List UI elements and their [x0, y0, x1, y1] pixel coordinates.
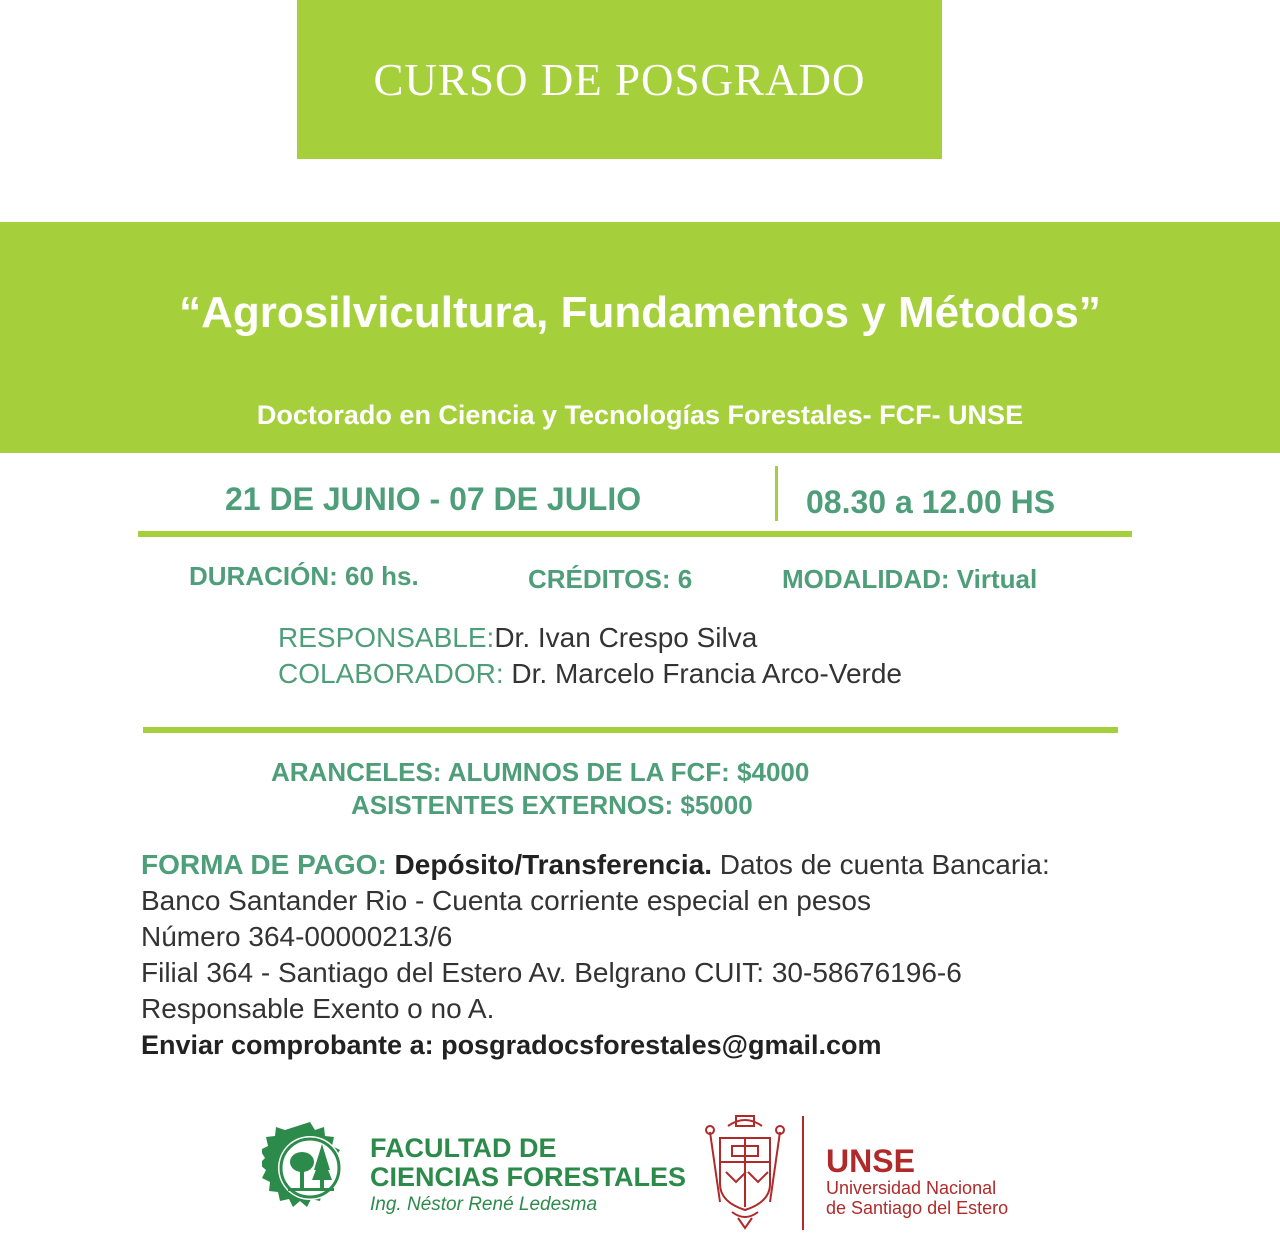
- responsible-label: RESPONSABLE:: [278, 622, 495, 653]
- unse-divider: [802, 1116, 804, 1230]
- course-title: “Agrosilvicultura, Fundamentos y Métodos”: [179, 288, 1101, 337]
- modality-info: MODALIDAD: Virtual: [782, 564, 1038, 594]
- send-receipt: Enviar comprobante a: posgradocsforestales@gmail.com: [141, 1030, 882, 1060]
- account-number: Número 364-00000213/6: [141, 921, 453, 952]
- payment-method: Depósito/Transferencia.: [386, 849, 712, 880]
- fcf-subtitle: Ing. Néstor René Ledesma: [370, 1194, 598, 1215]
- unse-abbreviation: UNSE: [826, 1143, 915, 1179]
- duration-info: DURACIÓN: 60 hs.: [189, 561, 419, 591]
- payment-info: [141, 847, 1050, 1063]
- banner-text: CURSO DE POSGRADO: [373, 54, 866, 105]
- course-dates: 21 DE JUNIO - 07 DE JULIO: [225, 481, 642, 517]
- program-name: Doctorado en Ciencia y Tecnologías Forestales- FCF- UNSE: [256, 400, 1024, 430]
- tax-status: Responsable Exento o no A.: [141, 993, 495, 1024]
- collaborator-label: COLABORADOR:: [278, 658, 504, 689]
- payment-intro: Datos de cuenta Bancaria:: [711, 849, 1050, 880]
- collaborator-name: Dr. Marcelo Francia Arco-Verde: [503, 658, 902, 689]
- fees-external: ASISTENTES EXTERNOS: $5000: [351, 790, 753, 820]
- responsible-name: Dr. Ivan Crespo Silva: [494, 622, 758, 653]
- vertical-divider: [775, 466, 778, 521]
- unse-crest-icon: [702, 1112, 788, 1232]
- fcf-name-line2: CIENCIAS FORESTALES: [370, 1162, 687, 1192]
- divider-line: [138, 531, 1132, 537]
- responsible-row: [278, 622, 757, 654]
- payment-method-row: [141, 847, 1050, 883]
- course-hours: 08.30 a 12.00 HS: [806, 484, 1056, 520]
- fcf-name-block: [370, 1134, 686, 1216]
- collaborator-row: [278, 658, 902, 690]
- divider-line: [143, 727, 1118, 733]
- unse-name-line1: Universidad Nacional: [826, 1178, 997, 1198]
- fees-students: ARANCELES: ALUMNOS DE LA FCF: $4000: [271, 757, 810, 787]
- unse-name-block: [826, 1144, 1008, 1218]
- payment-label: FORMA DE PAGO:: [141, 849, 387, 880]
- branch-info: Filial 364 - Santiago del Estero Av. Belgrano CUIT: 30-58676196-6: [141, 957, 962, 988]
- unse-name-line2: de Santiago del Estero: [826, 1198, 1009, 1218]
- fcf-name-line1: FACULTAD DE: [370, 1133, 557, 1163]
- bank-name: Banco Santander Rio - Cuenta corriente especial en pesos: [141, 885, 871, 916]
- header-banner: [297, 0, 942, 159]
- fcf-logo-icon: [262, 1120, 358, 1216]
- credits-info: CRÉDITOS: 6: [528, 564, 693, 594]
